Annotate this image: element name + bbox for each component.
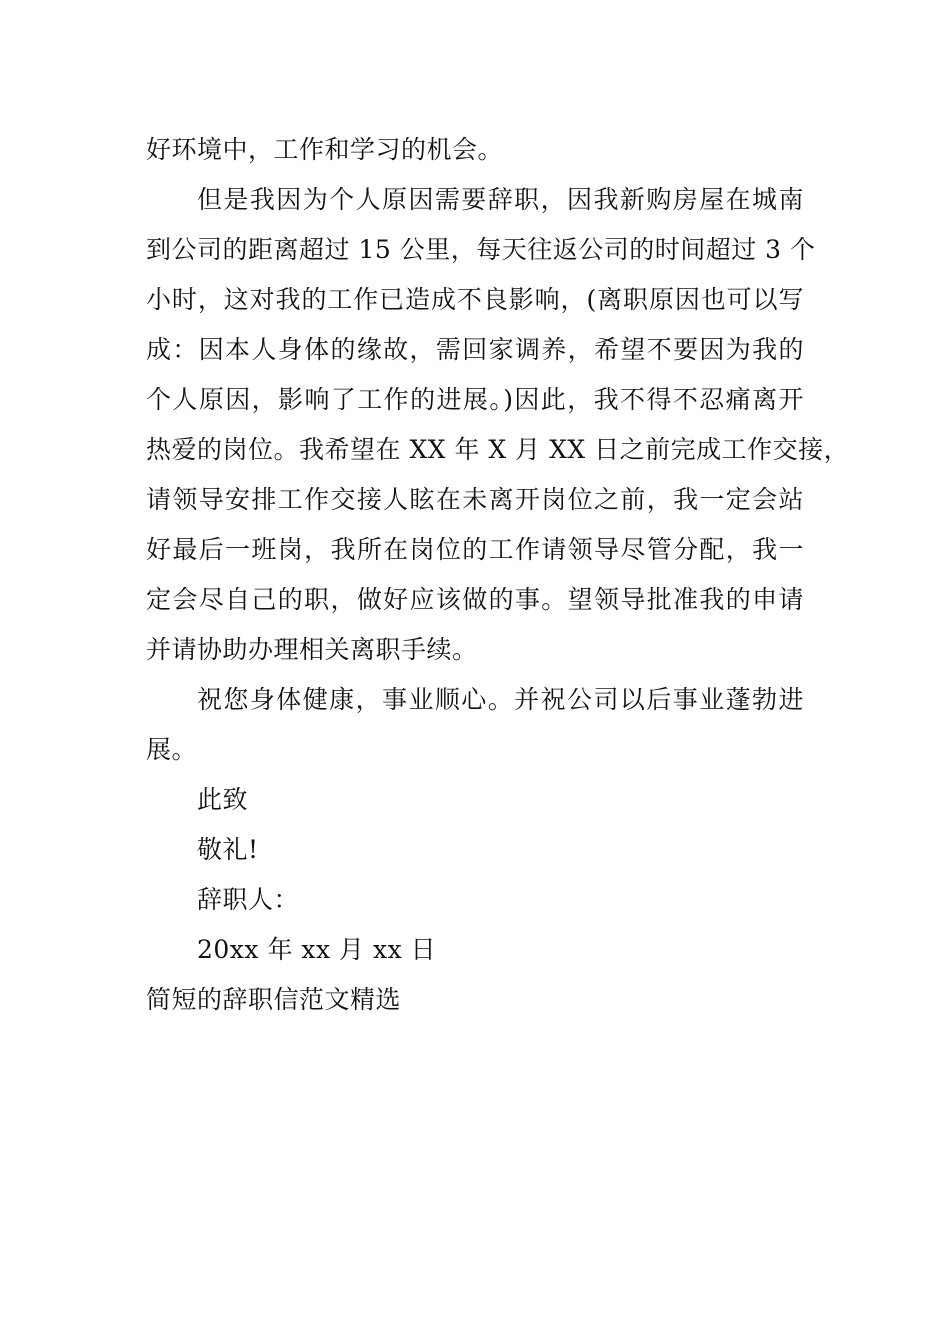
paragraph-line: 好环境中，工作和学习的机会。 (146, 135, 504, 164)
paragraph-line: 热爱的岗位。我希望在 XX 年 X 月 XX 日之前完成工作交接， (146, 435, 850, 464)
paragraph-line: 好最后一班岗，我所在岗位的工作请领导尽管分配，我一 (146, 535, 804, 564)
paragraph-line: 展。 (146, 735, 198, 764)
paragraph-line: 个人原因，影响了工作的进展。)因此，我不得不忍痛离开 (146, 385, 804, 414)
section-title: 简短的辞职信范文精选 (146, 985, 402, 1014)
paragraph-line: 小时，这对我的工作已造成不良影响，(离职原因也可以写 (146, 285, 804, 314)
paragraph-line: 定会尽自己的职，做好应该做的事。望领导批准我的申请 (146, 585, 804, 614)
date-line: 20xx 年 xx 月 xx 日 (197, 935, 437, 964)
paragraph-line: 成：因本人身体的缘故，需回家调养，希望不要因为我的 (146, 335, 804, 364)
closing-line: 此致 (197, 785, 249, 814)
paragraph-line: 但是我因为个人原因需要辞职，因我新购房屋在城南 (197, 185, 804, 214)
signature-label: 辞职人： (197, 885, 300, 914)
paragraph-line: 到公司的距离超过 15 公里，每天往返公司的时间超过 3 个 (146, 235, 816, 264)
salutation-line: 敬礼! (197, 835, 259, 864)
paragraph-line: 祝您身体健康，事业顺心。并祝公司以后事业蓬勃进 (197, 685, 804, 714)
paragraph-line: 并请协助办理相关离职手续。 (146, 635, 478, 664)
paragraph-line: 请领导安排工作交接人眩在未离开岗位之前，我一定会站 (146, 485, 804, 514)
